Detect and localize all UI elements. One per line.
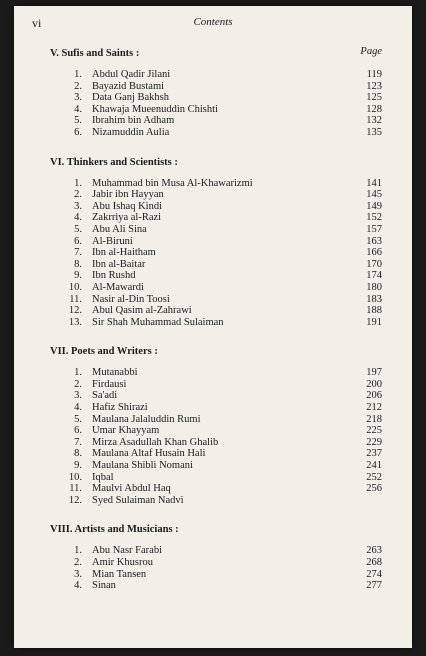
contents-section (50, 157, 382, 329)
entry-page-number: 163 (366, 235, 382, 247)
section-heading: V. Sufis and Saints : (50, 48, 140, 59)
entry-number: 8. (74, 448, 82, 460)
contents-section (50, 524, 382, 591)
section-heading: VII. Poets and Writers : (50, 346, 158, 358)
toc-entry (50, 270, 382, 282)
section-heading: VI. Thinkers and Scientists : (50, 156, 178, 168)
entry-title: Abu Ishaq Kindi (92, 200, 162, 212)
entry-number: 9. (74, 270, 82, 282)
toc-entry (50, 557, 382, 569)
toc-entry (50, 390, 382, 402)
entry-title: Zakrriya al-Razi (92, 212, 162, 224)
entry-title: Mirza Asadullah Khan Ghalib (92, 436, 219, 448)
entry-number: 3. (74, 200, 82, 212)
toc-entry (50, 115, 382, 127)
entry-page-number: 200 (366, 378, 382, 390)
entry-title: Abul Qasim al-Zahrawi (92, 305, 192, 317)
toc-entry (50, 178, 382, 190)
toc-entry (50, 282, 382, 294)
entry-title: Maulana Altaf Husain Hali (92, 448, 206, 460)
toc-entry (50, 259, 382, 271)
toc-entry (50, 201, 382, 213)
entry-title: Ibrahim bin Adham (92, 115, 175, 127)
entry-title: Iqbal (92, 471, 114, 483)
entry-number: 4. (74, 212, 82, 224)
entry-number: 11. (69, 483, 82, 495)
section-heading: VIII. Artists and Musicians : (50, 524, 179, 536)
entry-page-number: 180 (366, 281, 382, 293)
contents-section (50, 48, 382, 139)
entry-page-number: 174 (366, 270, 382, 282)
page-column-label: Page (360, 46, 382, 57)
entry-number: 7. (74, 436, 82, 448)
entry-title: Sinan (92, 580, 116, 592)
entry-title: Sir Shah Muhammad Sulaiman (92, 316, 224, 328)
toc-entry (50, 569, 382, 581)
entry-title: Khawaja Mueenuddin Chishti (92, 103, 218, 115)
entry-page-number: 128 (366, 103, 382, 115)
book-page (14, 6, 412, 648)
entry-title: Muhammad bin Musa Al-Khawarizmi (92, 177, 253, 189)
entry-title: Jabir ibn Hayyan (92, 189, 164, 201)
toc-entry (50, 425, 382, 437)
entry-title: Nizamuddin Aulia (92, 126, 170, 138)
entry-title: Maulvi Abdul Haq (92, 483, 171, 495)
toc-entry (50, 367, 382, 379)
entry-title: Data Ganj Bakhsh (92, 92, 169, 104)
entry-number: 4. (74, 103, 82, 115)
toc-entry (50, 580, 382, 592)
toc-entry (50, 437, 382, 449)
entry-number: 6. (74, 425, 82, 437)
entry-number: 12. (68, 305, 82, 317)
entry-page-number: 241 (366, 460, 382, 472)
entry-number: 11. (69, 293, 82, 305)
toc-entry (50, 81, 382, 93)
entry-title: Maulana Jalaluddin Rumi (92, 413, 201, 425)
toc-entry (50, 104, 382, 116)
contents-list (50, 46, 382, 610)
entry-page-number: 237 (366, 448, 382, 460)
toc-entry (50, 305, 382, 317)
entry-title: Al-Biruni (92, 235, 133, 247)
entry-page-number: 229 (366, 436, 382, 448)
entry-page-number: 125 (366, 92, 382, 104)
entry-title: Abu Nasr Farabi (92, 545, 162, 557)
toc-entry (50, 189, 382, 201)
entry-page-number: 191 (366, 316, 382, 328)
entry-number: 2. (74, 189, 82, 201)
entry-page-number: 135 (366, 126, 382, 138)
entry-page-number: 263 (366, 545, 382, 557)
toc-entry (50, 317, 382, 329)
toc-entry (50, 379, 382, 391)
entry-number: 7. (74, 247, 82, 259)
entry-title: Amir Khusrou (92, 557, 153, 568)
entry-page-number: 256 (366, 483, 382, 495)
entry-number: 5. (74, 223, 82, 235)
entry-number: 1. (74, 545, 82, 557)
entry-page-number: 149 (366, 200, 382, 212)
entry-number: 2. (74, 80, 82, 92)
entry-number: 8. (74, 258, 82, 270)
entry-number: 2. (74, 378, 82, 390)
entry-page-number: 141 (366, 177, 382, 189)
toc-entry (50, 414, 382, 426)
entry-number: 10. (68, 281, 82, 293)
entry-page-number: 274 (366, 568, 382, 580)
toc-entry (50, 483, 382, 495)
entry-page-number: 166 (366, 247, 382, 259)
entry-number: 13. (68, 316, 82, 328)
entry-number: 5. (74, 115, 82, 127)
toc-entry (50, 294, 382, 306)
entry-title: Hafiz Shirazi (92, 402, 148, 414)
entry-page-number: 157 (366, 223, 382, 235)
entry-number: 4. (74, 402, 82, 414)
entry-page-number: 268 (366, 557, 382, 568)
toc-entry (50, 460, 382, 472)
entry-page-number: 252 (366, 471, 382, 483)
entry-page-number: 188 (366, 305, 382, 317)
toc-entry (50, 472, 382, 484)
page-header (32, 16, 394, 31)
toc-entry (50, 545, 382, 557)
entry-number: 2. (74, 557, 82, 568)
entry-title: Al-Mawardi (92, 281, 144, 293)
toc-entry (50, 69, 382, 81)
contents-section (50, 346, 382, 506)
entry-page-number: 123 (366, 80, 382, 92)
toc-entry (50, 92, 382, 104)
entry-page-number: 145 (366, 189, 382, 201)
entry-title: Bayazid Bustami (92, 80, 165, 92)
entry-title: Mian Tansen (92, 568, 147, 580)
entry-number: 1. (74, 69, 82, 80)
entry-number: 3. (74, 390, 82, 402)
entry-number: 3. (74, 92, 82, 104)
entry-number: 10. (68, 471, 82, 483)
entry-title: Nasir al-Din Toosi (92, 293, 170, 305)
entry-page-number: 212 (366, 402, 382, 414)
entry-page-number: 119 (366, 69, 382, 80)
toc-entry (50, 402, 382, 414)
page-folio: vi (32, 16, 42, 30)
entry-title: Mutanabbi (92, 367, 138, 379)
entry-number: 1. (74, 177, 82, 189)
entry-page-number: 225 (366, 425, 382, 437)
entry-page-number: 197 (366, 367, 382, 379)
toc-entry (50, 448, 382, 460)
entry-title: Syed Sulaiman Nadvi (92, 494, 184, 506)
running-title: Contents (193, 16, 233, 28)
entry-page-number: 132 (366, 115, 382, 127)
entry-number: 1. (74, 367, 82, 379)
entry-title: Abu Ali Sina (92, 223, 147, 235)
entry-page-number: 277 (366, 580, 382, 592)
entry-title: Ibn al-Baitar (92, 258, 146, 270)
toc-entry (50, 212, 382, 224)
entry-number: 4. (74, 580, 82, 592)
entry-title: Umar Khayyam (92, 425, 160, 437)
entry-page-number: 218 (366, 413, 382, 425)
entry-title: Sa'adi (92, 390, 118, 402)
entry-number: 6. (74, 235, 82, 247)
entry-number: 9. (74, 460, 82, 472)
entry-number: 3. (74, 568, 82, 580)
toc-entry (50, 495, 382, 507)
entry-page-number: 206 (366, 390, 382, 402)
entry-number: 12. (68, 494, 82, 506)
entry-number: 6. (74, 126, 82, 138)
toc-entry (50, 247, 382, 259)
toc-entry (50, 236, 382, 248)
entry-title: Ibn Rushd (92, 270, 136, 282)
entry-number: 5. (74, 413, 82, 425)
entry-title: Firdausi (92, 378, 127, 390)
toc-entry (50, 127, 382, 139)
toc-entry (50, 224, 382, 236)
entry-title: Abdul Qadir Jilani (92, 69, 171, 80)
entry-title: Maulana Shibli Nomani (92, 460, 193, 472)
entry-page-number: 152 (366, 212, 382, 224)
entry-page-number: 183 (366, 293, 382, 305)
entry-title: Ibn al-Haitham (92, 247, 156, 259)
entry-page-number: 170 (366, 258, 382, 270)
